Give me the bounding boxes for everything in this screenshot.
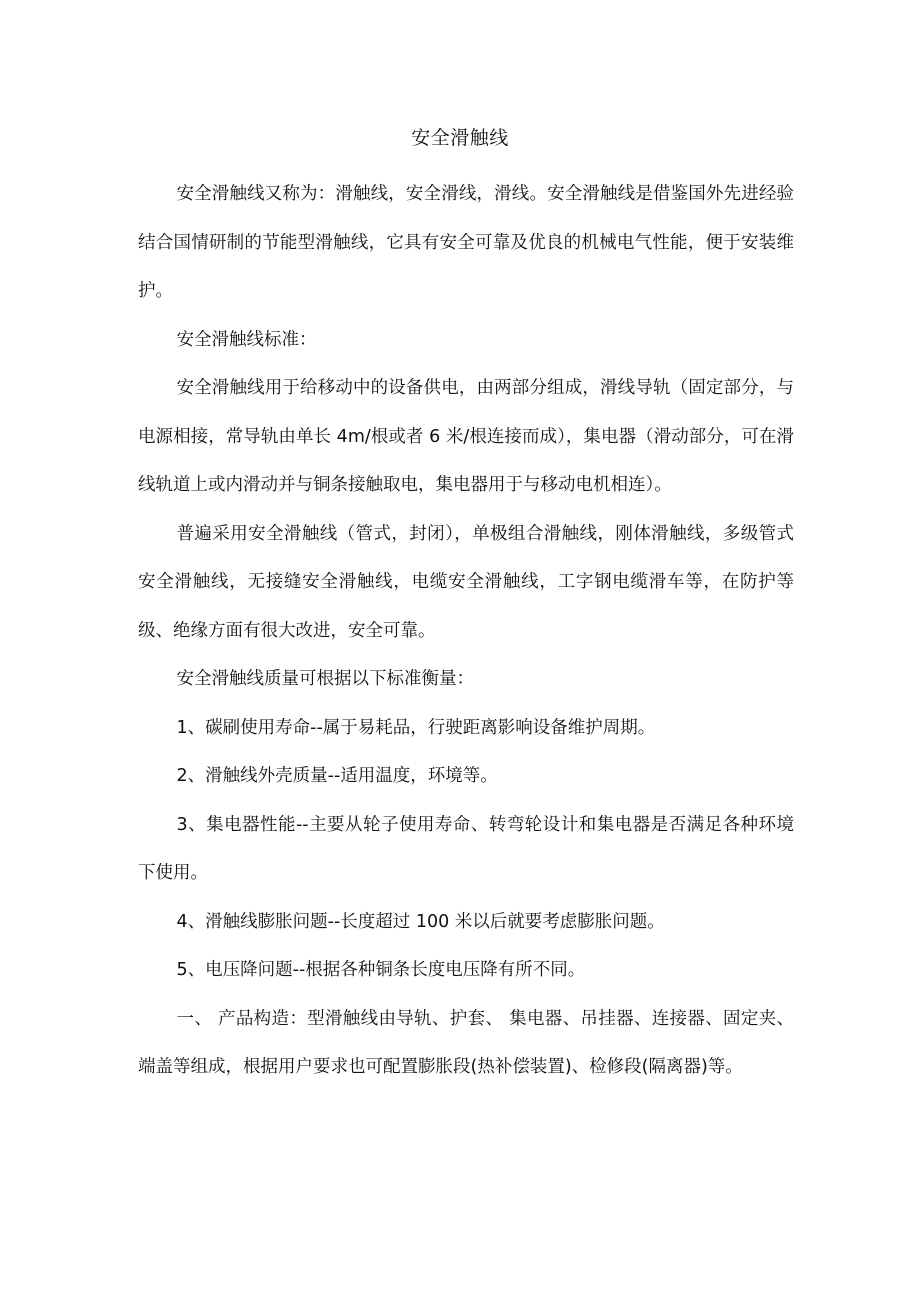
paragraph-standard-heading: 安全滑触线标准：: [176, 329, 317, 350]
paragraph-quality-heading: 安全滑触线质量可根据以下标准衡量：: [176, 669, 474, 689]
paragraph-components: 安全滑触线用于给移动中的设备供电，由两部分组成，滑线导轨（固定部分，与电源相接，常导轨由单长 4m/根或者 6 米/根连接而成），集电器（滑动部分，可在滑线轨道上或内滑动并与铜条接触取电，集电器用于与移动电机相连）。: [138, 378, 794, 495]
paragraph-product-structure: 一、 产品构造：型滑触线由导轨、护套、 集电器、吊挂器、连接器、固定夹、端盖等组成，根据用户要求也可配置膨胀段(热补偿装置)、检修段(隔离器)等。: [138, 1008, 794, 1077]
list-item-brush-life: 1、碳刷使用寿命--属于易耗品，行驶距离影响设备维护周期。: [176, 717, 656, 738]
paragraph-types: 普遍采用安全滑触线（管式，封闭），单极组合滑触线，刚体滑触线，多级管式安全滑触线，无接缝安全滑触线，电缆安全滑触线，工字钢电缆滑车等，在防护等级、绝缘方面有很大改进，安全可靠。: [138, 523, 794, 641]
list-item-expansion: 4、滑触线膨胀问题--长度超过 100 米以后就要考虑膨胀问题。: [176, 911, 665, 932]
page-title: 安全滑触线: [411, 127, 509, 149]
paragraph-intro: 安全滑触线又称为：滑触线，安全滑线，滑线。安全滑触线是借鉴国外先进经验结合国情研制的节能型滑触线，它具有安全可靠及优良的机械电气性能，便于安装维护。: [138, 184, 794, 301]
list-item-shell-quality: 2、滑触线外壳质量--适用温度，环境等。: [176, 766, 498, 786]
list-item-voltage-drop: 5、电压降问题--根据各种铜条长度电压降有所不同。: [176, 960, 586, 980]
list-item-collector-performance: 3、集电器性能--主要从轮子使用寿命、转弯轮设计和集电器是否满足各种环境下使用。: [138, 814, 794, 883]
document-body: [138, 170, 794, 1092]
